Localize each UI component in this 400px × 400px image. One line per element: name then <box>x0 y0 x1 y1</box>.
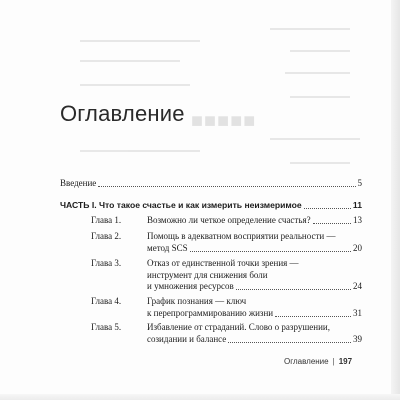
chapter-title-line: метод SCS <box>147 242 188 253</box>
footer-separator: | <box>332 357 335 366</box>
toc-entry-page: 5 <box>357 178 362 188</box>
chapter-title-line: График познания — ключ <box>147 296 247 306</box>
page-edge-bottom <box>0 394 400 400</box>
chapter-title-line: Возможно ли четкое определение счастья? <box>147 215 311 225</box>
page-number: 197 <box>338 357 353 366</box>
dot-leader <box>190 251 351 252</box>
page-edge-right <box>391 0 400 400</box>
chapter-title-line: созидании и балансе <box>147 333 227 344</box>
page-footer <box>284 357 352 366</box>
toc-entry-label: Введение <box>60 178 97 188</box>
chapter-title-line: и умножения ресурсов <box>147 281 234 291</box>
dot-leader <box>275 316 351 317</box>
chapter-page: 24 <box>353 281 362 291</box>
dot-leader <box>304 208 351 209</box>
page-title: Оглавление <box>60 101 185 126</box>
dot-leader <box>228 342 351 343</box>
chapter-label: Глава 4. <box>91 296 122 306</box>
chapter-title-line: Отказ от единственной точки зрения — <box>147 258 299 268</box>
dot-leader <box>98 186 355 187</box>
chapter-page: 31 <box>353 307 362 318</box>
chapter-title-line: к перепрограммированию жизни <box>147 307 274 318</box>
chapter-label: Глава 1. <box>91 215 122 225</box>
bleed-through-print: ■■■■■ <box>60 0 380 175</box>
toc-entry-intro[interactable] <box>60 178 362 190</box>
chapter-page: 20 <box>353 242 362 253</box>
chapter-label: Глава 2. <box>91 231 122 241</box>
toc-entry-label: ЧАСТЬ I. Что такое счастье и как измерить неизмеримое <box>60 200 302 210</box>
chapter-label: Глава 3. <box>91 258 122 268</box>
chapter-page: 39 <box>353 333 362 344</box>
running-footer-title: Оглавление <box>284 357 329 366</box>
chapter-page: 13 <box>353 215 362 225</box>
chapter-title-line: инструмент для снижения боли <box>147 269 268 280</box>
chapter-title-line: Избавление от страданий. Слово о разрушении, <box>147 322 330 332</box>
toc-entry-part-1[interactable] <box>60 200 362 212</box>
chapter-title-line: Помощь в адекватном восприятии реальности — <box>147 231 336 241</box>
dot-leader <box>313 223 351 224</box>
toc-entry-page: 11 <box>352 200 362 210</box>
dot-leader <box>236 289 351 290</box>
chapter-label: Глава 5. <box>91 322 122 332</box>
